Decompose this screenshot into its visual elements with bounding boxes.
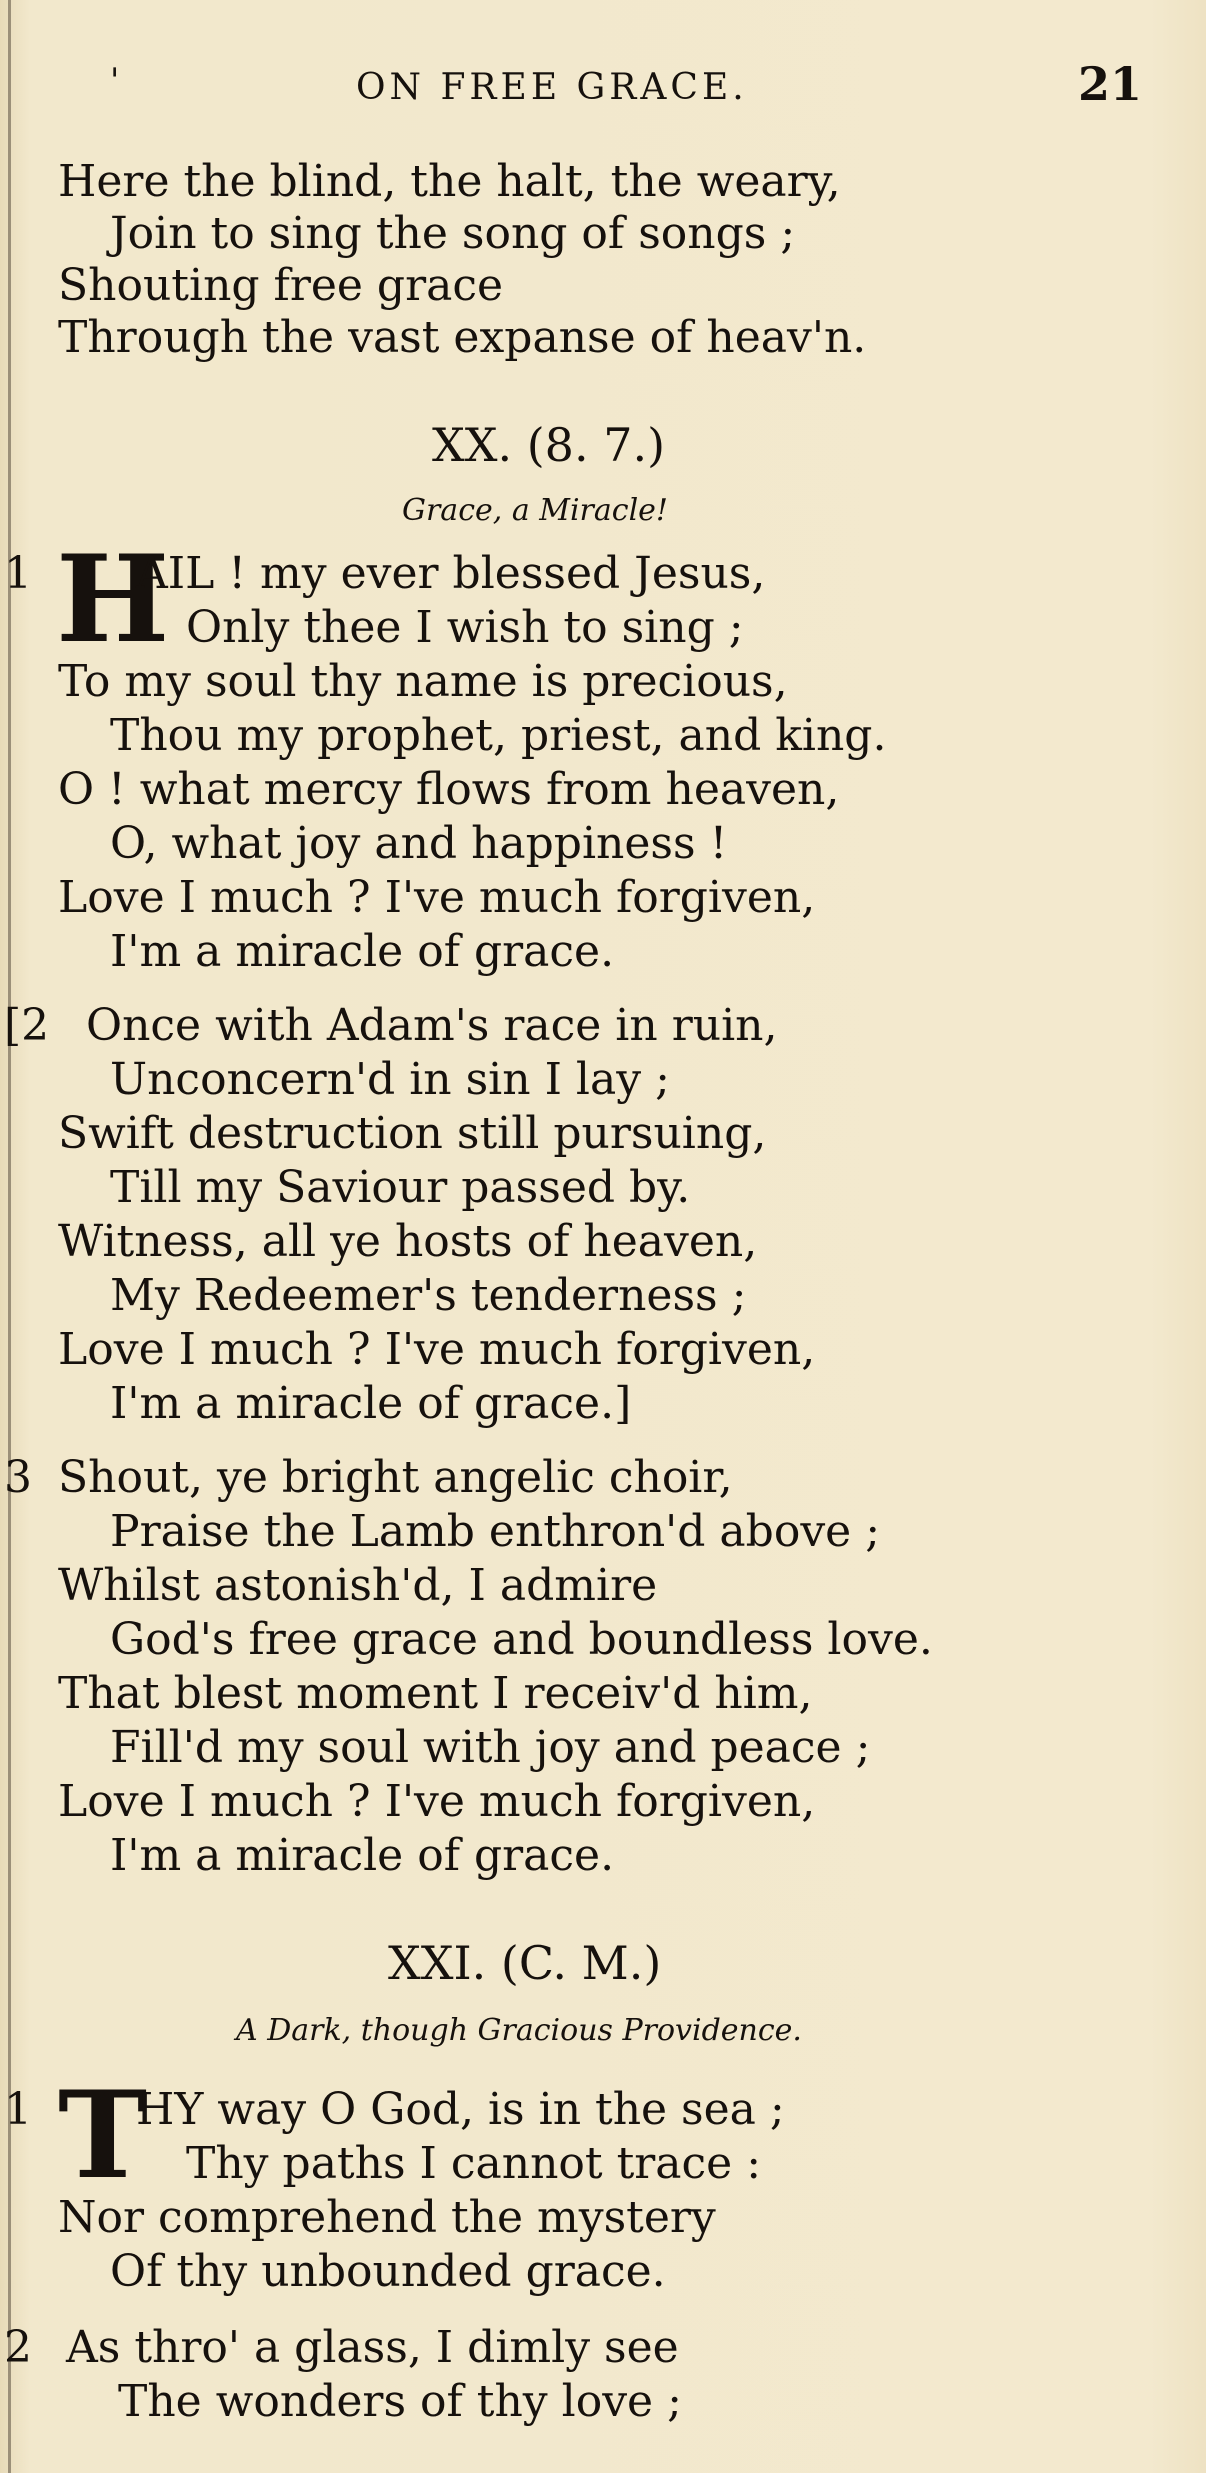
verse-line: That blest moment I receiv'd him, xyxy=(58,1668,813,1719)
verse-line: O ! what mercy flows from heaven, xyxy=(58,764,840,815)
hymn-subtitle: Grace, a Miracle! xyxy=(402,493,668,528)
verse-line: Swift destruction still pursuing, xyxy=(58,1108,767,1159)
verse-line: Through the vast expanse of heav'n. xyxy=(58,312,867,363)
hymn-title: XX. (8. 7.) xyxy=(432,418,666,472)
verse-line: Thy paths I cannot trace : xyxy=(186,2138,762,2189)
running-header xyxy=(0,55,1206,125)
hymn-subtitle: A Dark, though Gracious Providence. xyxy=(236,2013,802,2048)
verse-line: Shout, ye bright angelic choir, xyxy=(58,1452,733,1503)
header-title: ON FREE GRACE. xyxy=(356,67,748,108)
verse-line: I'm a miracle of grace. xyxy=(110,1830,615,1881)
verse-line: Whilst astonish'd, I admire xyxy=(58,1560,658,1611)
drop-cap: T xyxy=(58,2065,148,2206)
verse-line: Shouting free grace xyxy=(58,260,504,311)
header-mark: ' xyxy=(110,61,120,101)
verse-line: Witness, all ye hosts of heaven, xyxy=(58,1216,758,1267)
verse-line: Join to sing the song of songs ; xyxy=(110,208,796,259)
verse-line: Nor comprehend the mystery xyxy=(58,2192,716,2243)
hymn-title: XXI. (C. M.) xyxy=(388,1936,662,1990)
verse-line: O, what joy and happiness ! xyxy=(110,818,728,869)
verse-line: The wonders of thy love ; xyxy=(118,2376,682,2427)
verse-line: HY way O God, is in the sea ; xyxy=(136,2084,785,2135)
verse-line: AIL ! my ever blessed Jesus, xyxy=(136,548,766,599)
drop-cap: H xyxy=(56,529,170,670)
verse-line: Of thy unbounded grace. xyxy=(110,2246,666,2297)
verse-line: To my soul thy name is precious, xyxy=(58,656,788,707)
verse-line: Thou my prophet, priest, and king. xyxy=(110,710,887,761)
verse-line: Here the blind, the halt, the weary, xyxy=(58,156,841,207)
verse-line: Till my Saviour passed by. xyxy=(110,1162,691,1213)
verse-line: Love I much ? I've much forgiven, xyxy=(58,1776,816,1827)
verse-line: Only thee I wish to sing ; xyxy=(186,602,744,653)
verse-line: Love I much ? I've much forgiven, xyxy=(58,1324,816,1375)
verse-number: 2 xyxy=(4,2322,32,2373)
verse-number: 1 xyxy=(4,548,32,599)
verse-line: I'm a miracle of grace.] xyxy=(110,1378,632,1429)
verse-line: Fill'd my soul with joy and peace ; xyxy=(110,1722,871,1773)
verse-line: Once with Adam's race in ruin, xyxy=(86,1000,778,1051)
page-number: 21 xyxy=(1077,57,1142,111)
verse-line: I'm a miracle of grace. xyxy=(110,926,615,977)
verse-line: Praise the Lamb enthron'd above ; xyxy=(110,1506,881,1557)
verse-line: Unconcern'd in sin I lay ; xyxy=(110,1054,670,1105)
verse-line: As thro' a glass, I dimly see xyxy=(66,2322,679,2373)
verse-number: 1 xyxy=(4,2084,32,2135)
verse-number: [2 xyxy=(4,1000,50,1051)
verse-line: God's free grace and boundless love. xyxy=(110,1614,933,1665)
verse-line: Love I much ? I've much forgiven, xyxy=(58,872,816,923)
verse-line: My Redeemer's tenderness ; xyxy=(110,1270,747,1321)
verse-number: 3 xyxy=(4,1452,32,1503)
